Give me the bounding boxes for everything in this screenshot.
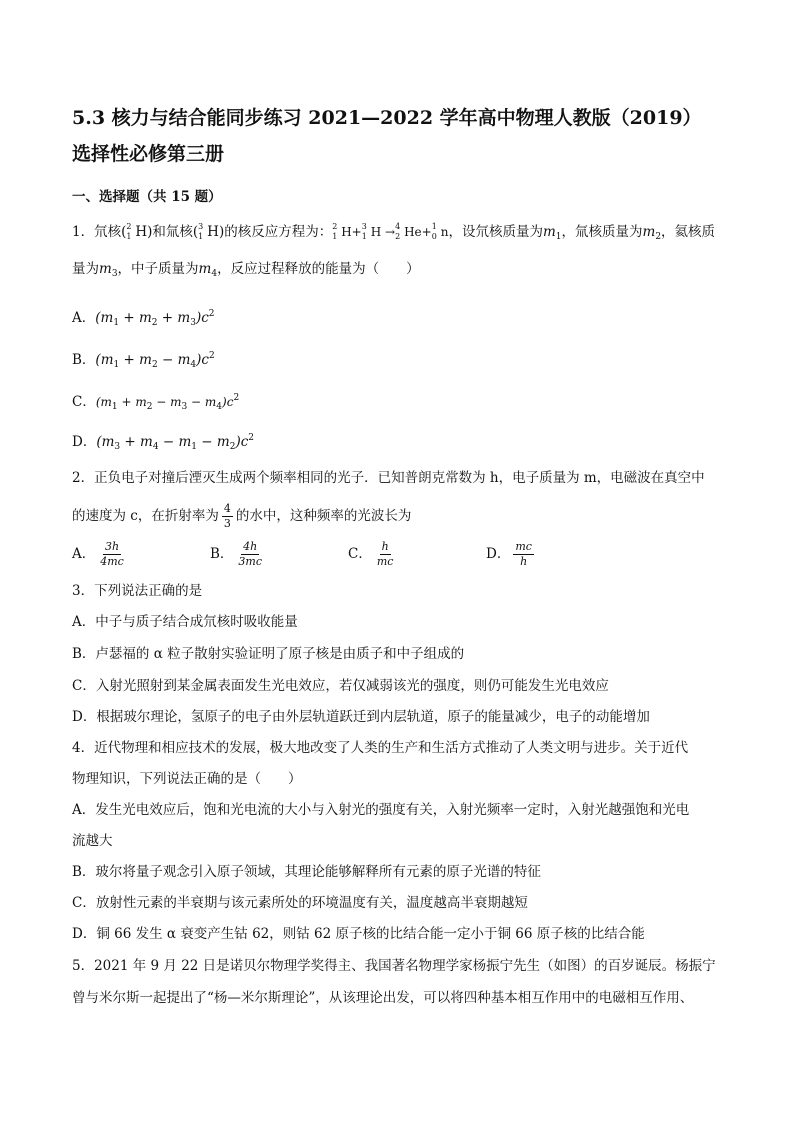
q2-option-d-label: D． [486, 546, 511, 562]
q2-d-num: mc [515, 540, 532, 553]
question-4-stem-cont: 物理知识，下列说法正确的是（ ） [72, 771, 302, 787]
q1-option-d-label: D． [72, 434, 97, 450]
q2-d-den: h [520, 555, 528, 568]
q4-option-c: C．放射性元素的半衰期与该元素所处的环境温度有关，温度越高半衰期越短 [72, 895, 528, 911]
q2-option-c [348, 540, 398, 569]
q2-option-d [486, 540, 537, 569]
question-3-stem: 3．下列说法正确的是 [72, 583, 203, 599]
q2-option-a-label: A． [72, 546, 96, 562]
q3-option-a: A．中子与质子结合成氘核时吸收能量 [72, 614, 298, 630]
q1-option-d [72, 428, 722, 457]
title-line-1: 5.3 核力与结合能同步练习 2021—2022 学年高中物理人教版（2019） [72, 107, 702, 129]
q2-a-den: 4mc [100, 555, 124, 568]
fraction-numerator: 4 [223, 502, 231, 515]
question-5-stem-cont: 曾与米尔斯一起提出了“杨—米尔斯理论”，从该理论出发，可以将四种基本相互作用中的电磁相互作用、 [72, 990, 694, 1006]
question-2-stem: 2．正负电子对撞后湮灭生成两个频率相同的光子．已知普朗克常数为 h，电子质量为 m，电磁波在真空中 [72, 470, 705, 486]
question-2-stem-cont [72, 501, 722, 531]
symbol-m3: $m_3$ [99, 261, 118, 279]
q1-text-f: ，氦核质 [661, 224, 716, 240]
q1-option-c [72, 388, 722, 417]
q2-c-den: mc [376, 555, 394, 568]
isotope-2-1: 2 1 [126, 222, 132, 241]
q4-option-a: A．发生光电效应后，饱和光电流的大小与入射光的强度有关，入射光频率一定时，入射光越强饱和光电 [72, 802, 690, 818]
q1-text-i: ，反应过程释放的能量为（ ） [217, 261, 420, 277]
q2-option-b-fraction [236, 540, 264, 569]
q2-option-b-label: B． [210, 546, 234, 562]
q2-b-num: 4h [243, 540, 258, 553]
q3-option-d: D．根据玻尔理论，氢原子的电子由外层轨道跃迁到内层轨道，原子的能量减少，电子的动能增加 [72, 709, 650, 725]
q2-option-b [210, 540, 267, 569]
q1-text-g: 量为 [72, 261, 99, 277]
q2-c-num: h [381, 540, 389, 553]
q4-option-b: B．玻尔将量子观念引入原子领域，其理论能够解释所有元素的原子光谱的特征 [72, 864, 541, 880]
q1-text-a: 1．氘核( [72, 224, 127, 240]
q1-option-c-label: C． [72, 394, 96, 410]
q1-option-a-formula: $(m_1 + m_2 + m_3)c^2$ [95, 309, 215, 328]
q1-option-b [72, 346, 722, 375]
q1-option-b-label: B． [72, 352, 96, 368]
q1-text-e: ，氚核质量为 [561, 224, 643, 240]
q1-option-d-formula: $(m_3 + m_4 - m_1 - m_2)c^2$ [96, 433, 255, 452]
symbol-m4: $m_4$ [198, 261, 218, 279]
symbol-m2: $m_2$ [642, 224, 662, 242]
fraction-denominator: 3 [223, 517, 231, 530]
q2-option-a [72, 540, 129, 569]
q2-a-num: 3h [105, 540, 120, 553]
question-1-stem [72, 222, 722, 247]
q2-option-c-label: C． [348, 546, 372, 562]
symbol-m1: $m_1$ [542, 224, 562, 242]
q1-text-c: H)的核反应方程为： [207, 224, 333, 240]
question-1-stem-cont [72, 259, 722, 284]
refractive-index-fraction [222, 502, 233, 531]
q1-text-h: ，中子质量为 [117, 261, 199, 277]
q1-option-b-formula: $(m_1 + m_2 - m_4)c^2$ [95, 351, 215, 370]
q2-option-d-fraction [513, 540, 534, 569]
q2-option-a-fraction [98, 540, 126, 569]
q2-text-c: 的水中，这种频率的光波长为 [235, 508, 412, 524]
nuclear-equation: 2 1 H+ 3 1 H → 4 2 He+ 1 0 n [332, 222, 449, 241]
q2-b-den: 3mc [238, 555, 263, 568]
q1-option-a [72, 304, 722, 333]
section-heading: 一、选择题（共 15 题） [72, 189, 222, 205]
q3-option-c: C．入射光照射到某金属表面发生光电效应，若仅减弱该光的强度，则仍可能发生光电效应 [72, 678, 609, 694]
q2-option-c-fraction [375, 540, 396, 569]
q4-option-a-cont: 流越大 [72, 833, 113, 849]
q2-text-b: 的速度为 c，在折射率为 [72, 508, 219, 524]
title-line-2: 选择性必修第三册 [72, 143, 225, 165]
q1-option-c-formula: $(m_1 + m_2 - m_3 - m_4)c^2$ [95, 393, 240, 412]
document-title [72, 100, 732, 172]
q3-option-b: B．卢瑟福的 α 粒子散射实验证明了原子核是由质子和中子组成的 [72, 646, 465, 662]
q1-text-d: ，设氘核质量为 [448, 224, 543, 240]
q4-option-d: D．铜 66 发生 α 衰变产生钴 62，则钴 62 原子核的比结合能一定小于铜 66 原子核的比结合能 [72, 926, 645, 942]
isotope-3-1: 3 1 [198, 222, 204, 241]
question-4-stem: 4．近代物理和相应技术的发展，极大地改变了人类的生产和生活方式推动了人类文明与进步。关于近代 [72, 740, 689, 756]
q1-option-a-label: A． [72, 310, 96, 326]
q1-text-b: H)和氚核( [135, 224, 199, 240]
question-5-stem: 5．2021 年 9 月 22 日是诺贝尔物理学奖得主、我国著名物理学家杨振宁先生（如图）的百岁诞辰。杨振宁 [72, 958, 716, 974]
